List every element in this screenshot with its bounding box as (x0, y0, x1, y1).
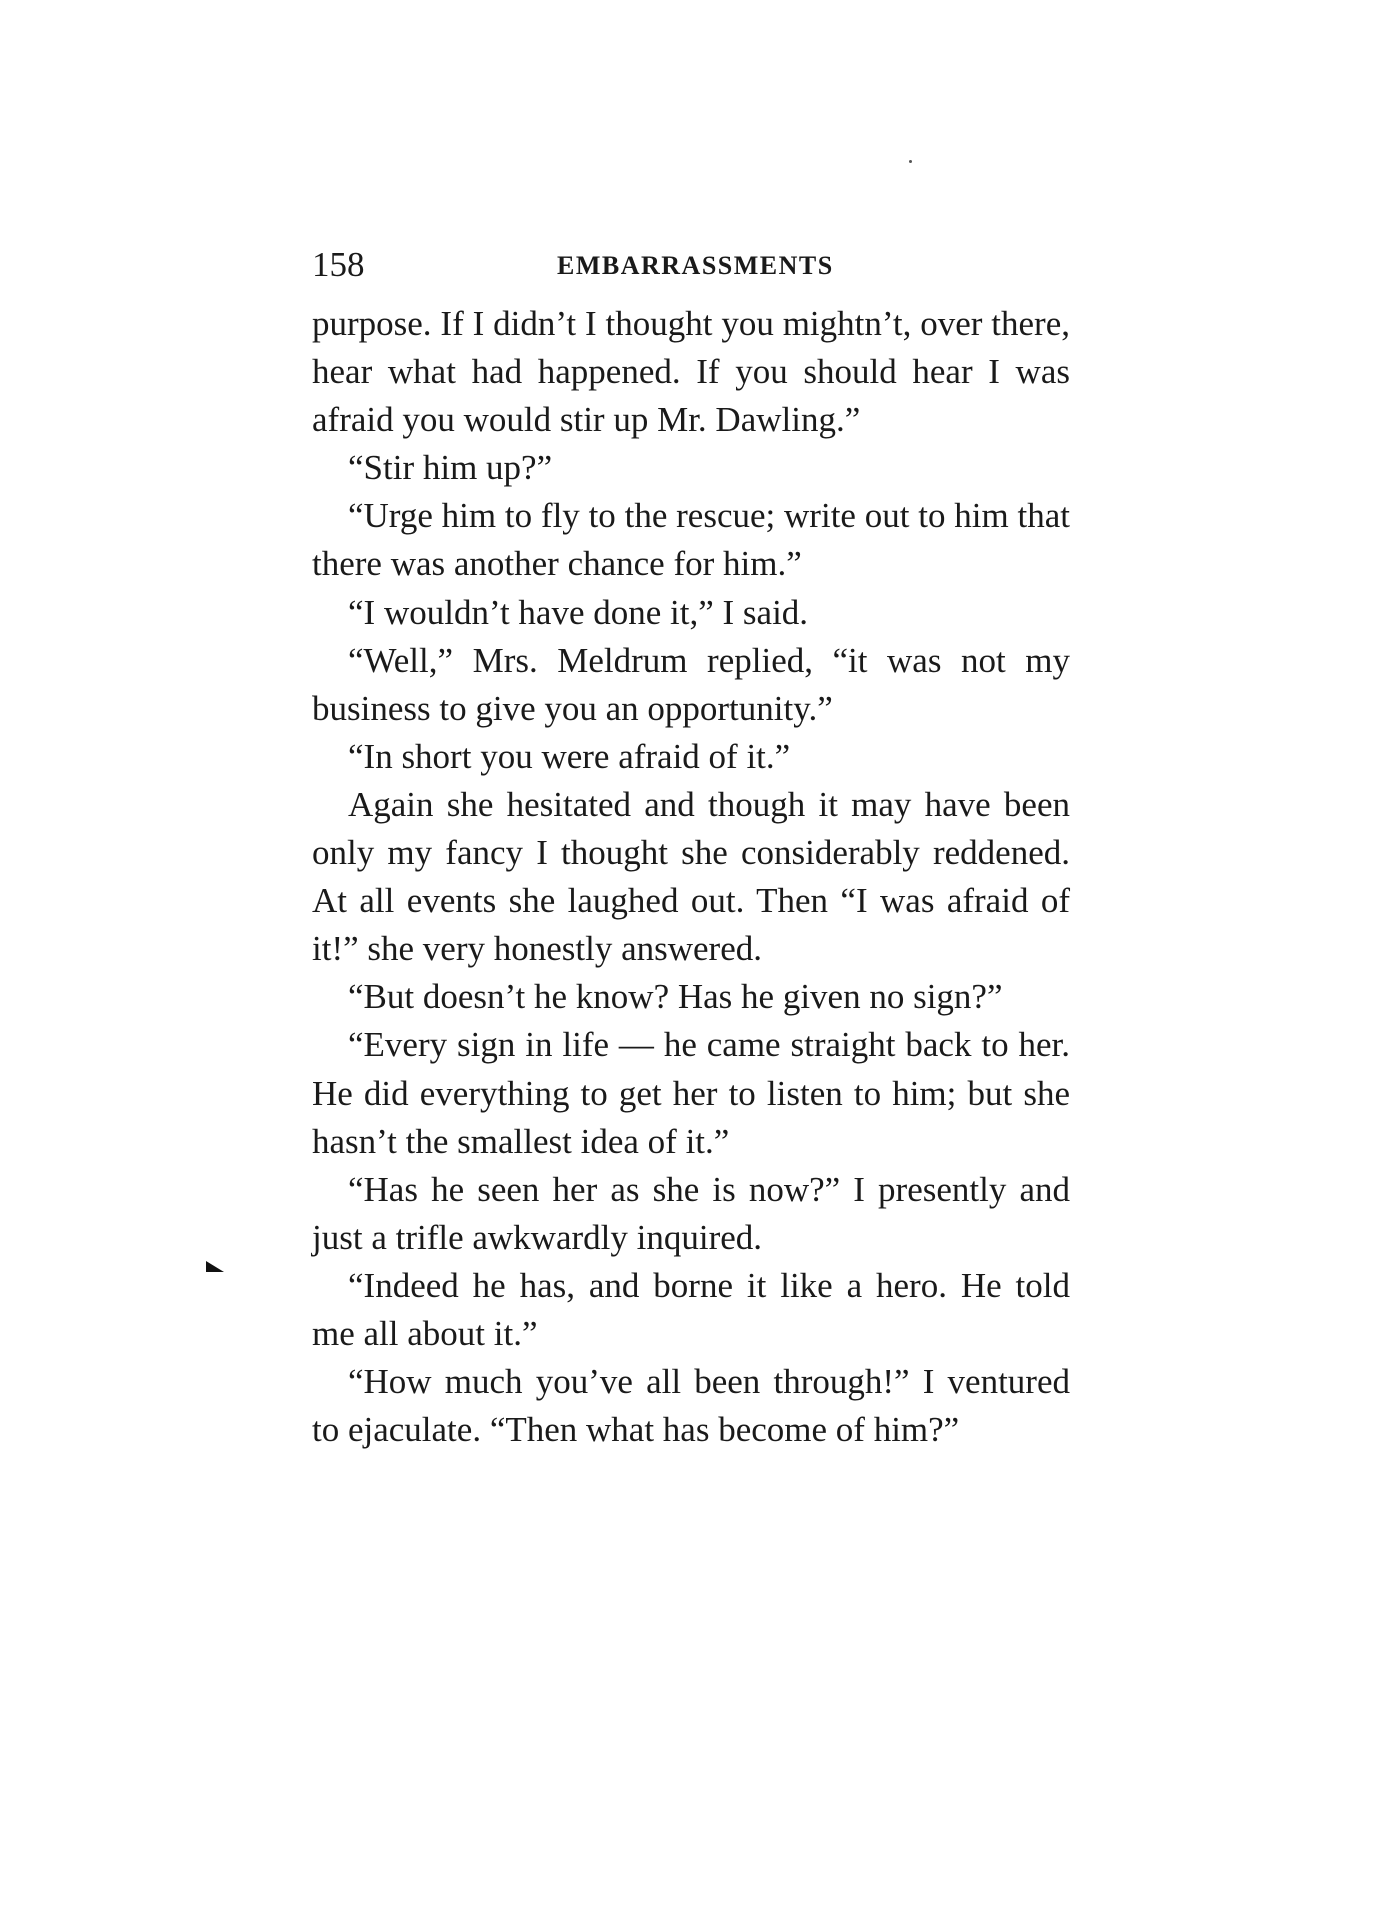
paragraph: “How much you’ve all been through!” I ventured to ejaculate. “Then what has become of him?” (312, 1362, 1070, 1450)
paragraph: “In short you were afraid of it.” (348, 736, 791, 776)
paragraph: “Urge him to fly to the rescue; write out to him that there was another chance for him.” (312, 496, 1070, 584)
paper-speck (909, 160, 912, 163)
paragraph: “But doesn’t he know? Has he given no sign?” (348, 977, 1003, 1017)
paragraph: “I wouldn’t have done it,” I said. (348, 592, 809, 632)
paragraph: “Has he seen her as she is now?” I presently and just a trifle awkwardly inquired. (312, 1169, 1070, 1257)
paragraph: “Every sign in life — he came straight back to her. He did everything to get her to listen to him; but she hasn’t the smallest idea of it.” (312, 1025, 1070, 1161)
paragraph: “Stir him up?” (348, 448, 553, 488)
paragraph: “Well,” Mrs. Meldrum replied, “it was not my business to give you an opportunity.” (312, 640, 1070, 728)
body-text (312, 300, 1070, 1454)
page-number: 158 (312, 245, 365, 284)
paragraph: purpose. If I didn’t I thought you mightn’t, over there, hear what had happened. If you should hear I was afraid you would stir up Mr. Dawling.” (312, 304, 1070, 440)
corner-mark (206, 1261, 224, 1272)
running-title: EMBARRASSMENTS (557, 251, 834, 280)
paragraph: Again she hesitated and though it may have been only my fancy I thought she considerably reddened. At all events she laughed out. Then “I was afraid of it!” she very honestly answered. (312, 784, 1070, 969)
paragraph: “Indeed he has, and borne it like a hero. He told me all about it.” (312, 1265, 1070, 1353)
